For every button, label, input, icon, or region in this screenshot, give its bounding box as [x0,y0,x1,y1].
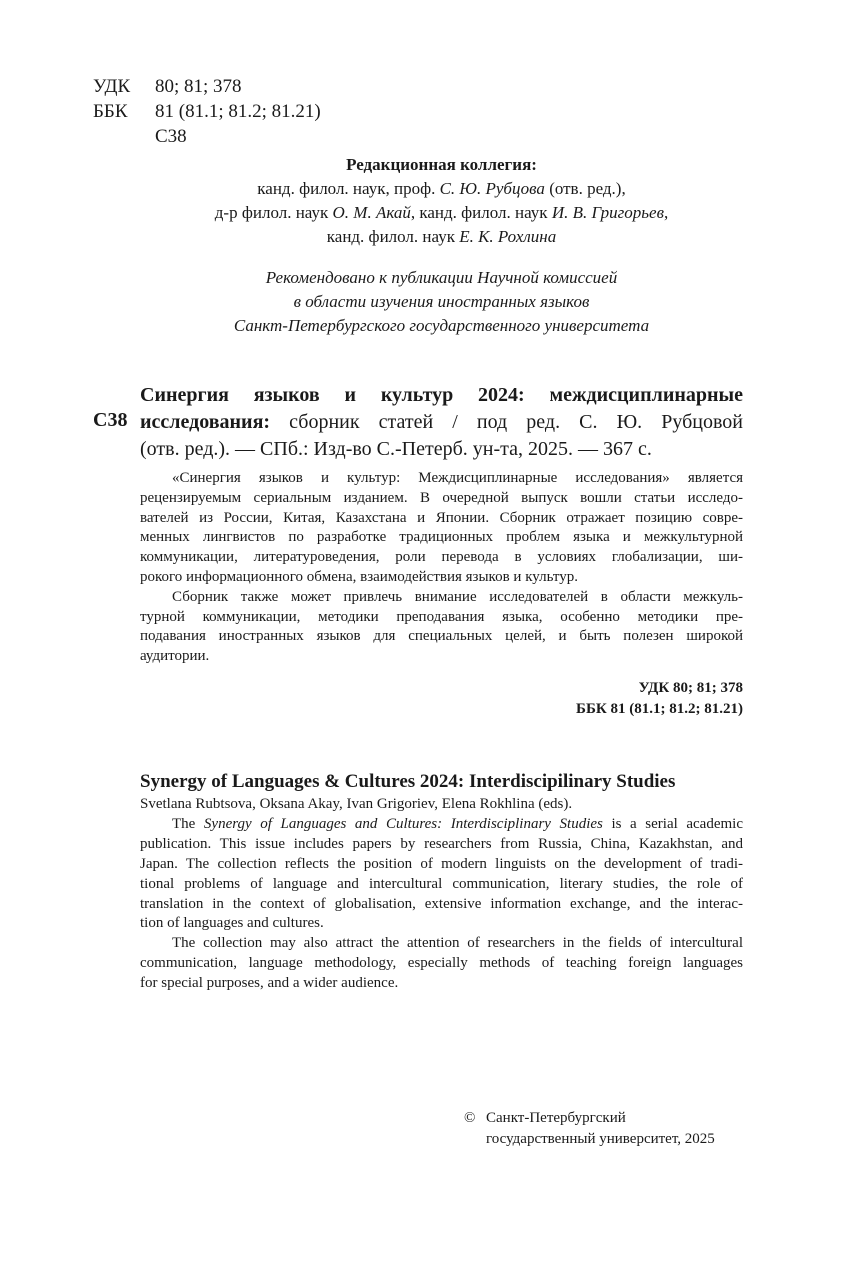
bbk-value: 81 (81.1; 81.2; 81.21) [155,101,321,122]
copyright [464,1108,715,1150]
english-editors: Svetlana Rubtsova, Oksana Akay, Ivan Grigoriev, Elena Rokhlina (eds). [140,796,573,812]
board-text: , [663,203,669,222]
editorial-board-line [140,201,743,225]
classification-codes-right [576,678,743,720]
annotation-line: Japan. The collection reflects the position of modern linguists on the development of tradi- [140,855,743,872]
copyright-symbol: © [464,1110,476,1126]
annotation-line: менных лингвистов по разработке традиционных проблем языка и межкультурной [140,529,743,546]
annotation-paragraph [140,588,743,667]
board-text: канд. филол. наук, проф. [257,179,440,198]
copyright-year-line: государственный университет, 2025 [486,1131,715,1147]
recommendation-line: в области изучения иностранных языков [293,292,590,311]
editorial-board [140,153,743,249]
annotation-line: подавания иностранных языков для специальных целей, и быть полезен широкой [140,628,743,645]
annotation-line [140,815,743,835]
title-line: (отв. ред.). — СПб.: Изд-во С.-Петерб. ун-та, 2025. — 367 с. [140,438,652,460]
annotation-line: communication, language methodology, especially methods of teaching foreign languages [140,955,743,972]
udk-value: 80; 81; 378 [155,76,242,97]
annotation-ru [140,469,743,667]
annotation-line: The collection may also attract the attention of researchers in the fields of intercultural [172,935,743,952]
annotation-line: турной коммуникации, методики преподавания языка, особенно методики пре- [140,608,743,625]
bibliographic-title [140,382,743,463]
title-cipher: С38 [93,409,128,431]
annotation-paragraph [140,934,743,994]
classification-codes [93,74,321,149]
board-text: канд. филол. наук [326,227,460,246]
annotation-line: коммуникации, литературоведения, роли перевода в условиях глобализации, ши- [140,549,743,566]
title-text: сборник статей / под ред. С. Ю. Рубцовой [270,411,743,433]
editorial-board-heading: Редакционная коллегия: [346,155,537,174]
title-bold: Синергия языков и культур 2024: междисциплинарные [140,384,743,406]
bbk-code: ББК 81 (81.1; 81.2; 81.21) [576,701,743,717]
editor-name: И. В. Григорьев [551,203,664,222]
title-line [140,382,743,409]
board-text: , канд. филол. наук [410,203,552,222]
english-title: Synergy of Languages & Cultures 2024: Interdiscipilinary Studies [140,771,676,792]
recommendation-line: Санкт-Петербургского государственного университета [233,316,650,335]
annotation-line: Сборник также может привлечь внимание исследователей в области межкуль- [172,588,743,605]
annotation-line: translation in the context of globalisation, extensive information exchange, and the interac- [140,895,743,912]
annotation-line: for special purposes, and a wider audience. [140,975,399,992]
annotation-line: рецензируемым сериальным изданием. В очередной выпуск вошли статьи исследо- [140,489,743,506]
board-text: д-р филол. наук [214,203,333,222]
annotation-paragraph [140,469,743,588]
author-cipher: С38 [155,126,187,147]
annotation-line: tion of languages and cultures. [140,915,324,932]
annotation-line: «Синергия языков и культур: Междисциплинарные исследования» является [172,470,743,486]
annotation-line: вателей из России, Китая, Казахстана и Японии. Сборник отражает позицию совре- [140,509,743,526]
annotation-paragraph [140,815,743,934]
bbk-label: ББК [93,101,128,122]
recommendation [140,266,743,338]
recommendation-line: Рекомендовано к публикации Научной комиссией [265,268,618,287]
title-line [140,409,743,436]
editor-name: Е. К. Рохлина [459,227,557,246]
udk-label: УДК [93,76,131,97]
annotation-line: publication. This issue includes papers by researchers from Russia, China, Kazakhstan, and [140,835,743,852]
series-title: Synergy of Languages and Cultures: Interdisciplinary Studies [203,815,603,832]
udk-code: УДК 80; 81; 378 [638,680,743,696]
copyright-holder: Санкт-Петербургский [486,1110,626,1126]
editor-name: С. Ю. Рубцова [439,179,545,198]
board-text: (отв. ред.), [544,179,626,198]
editorial-board-line [140,177,743,201]
editorial-board-line [140,225,743,249]
annotation-line: рокого информационного обмена, взаимодействия языков и культур. [140,568,578,585]
annotation-en [140,770,743,994]
title-bold: исследования: [140,411,271,433]
annotation-text: The [172,815,204,832]
annotation-line: tional problems of language and intercultural communication, literary studies, the role of [140,875,743,892]
annotation-line: аудитории. [140,648,210,665]
editor-name: О. М. Акай [332,203,411,222]
annotation-text: is a serial academic [602,815,743,832]
